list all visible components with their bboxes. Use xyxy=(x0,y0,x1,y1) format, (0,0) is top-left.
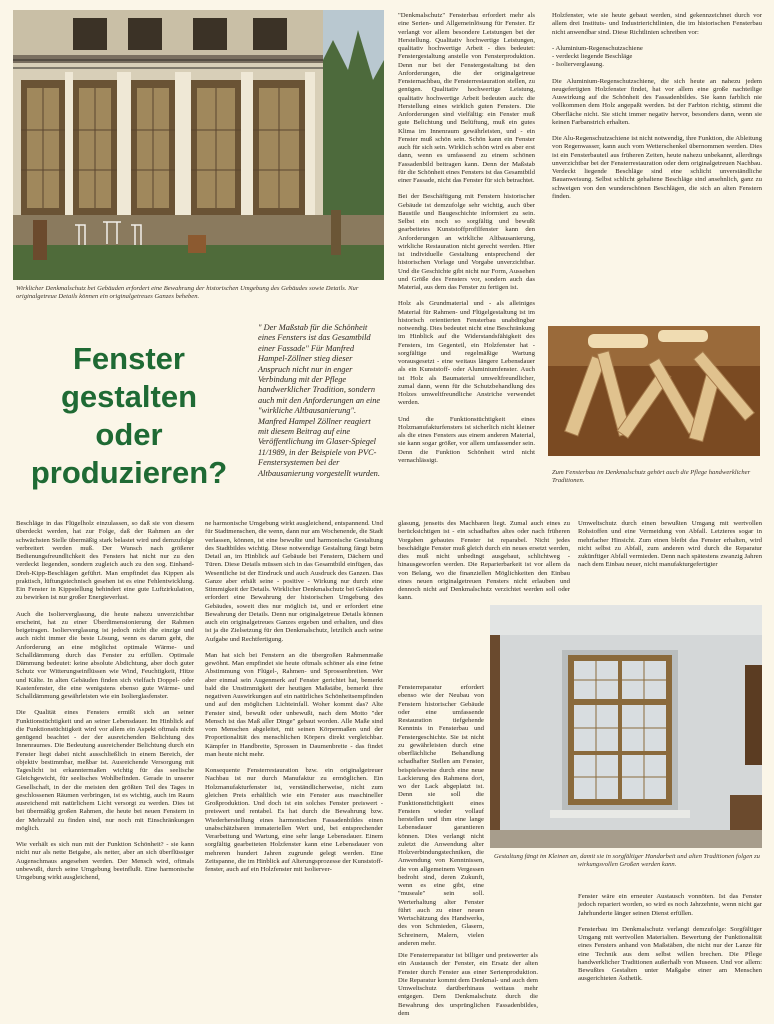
bottom-column-1 xyxy=(16,520,194,1018)
bottom-column-3-narrow xyxy=(398,684,484,946)
paragraph: Holz als Grundmaterial und - als alleiniges Material für Rahmen- und Flügelgestaltung ist im historisch orientierten Fensterbau unabdingbar notwendig. Dies bedeutet nicht eine Beschränkung im Hinblick auf die Widerstandsfähigkeit des Fensters, im Gegenteil, ein Holzfenster hat - sorgfältige und regelmäßige Wartung vorausgesetzt - eine weitaus längere Lebensdauer als ein Kunststoff- oder Aluminiumfenster. Auch ist Holz als Baumaterial umweltfreundlicher, zumal dann, wenn für die Schutzbehandlung des Holzes umweltfreundliche Anstriche verwendet werden. xyxy=(398,300,535,407)
headline-line: oder xyxy=(95,417,163,452)
paragraph: Fensterbau im Denkmalschutz verlangt demzufolge: Sorgfältiger Umgang mit wertvollen Materialien. Bewertung der Funktionalität eines Fensters anhand von Maßstäben, die nicht nur der Lanze für eine Technik aus dem selbst willen brechen. Die Pflege handwerklicher Traditionen außerhalb von Museen. Und vor allem: Bewußtes Gestalten unter Maßgabe einer am Menschen ausgerichteten Ästhetik. xyxy=(578,925,762,983)
headline-line: Fenster xyxy=(73,341,185,376)
paragraph: Die Aluminium-Regenschutzschiene, die sich heute an nahezu jedem neugefertigten Holzfenster findet, hat vor allem eine große nachteilige Auswirkung auf die Schönheit des Fassadenbildes. Sie kann farblich nie vollkommen dem Holz angepaßt werden. Ist der Farbton richtig, stimmt die Oberfläche nicht. Sie sticht immer negativ hervor, besonders dann, wenn sie keinen Farbanstrich erhalten. xyxy=(552,77,762,126)
paragraph: Fenster wäre ein erneuter Austausch vonnöten. Ist das Fenster jedoch repariert worden, so wird es noch Jahrzehnte, wenn nicht gar Jahrhunderte länger seinen Dienst erfüllen. xyxy=(578,893,762,917)
requirements-list xyxy=(552,45,762,70)
window-illustration xyxy=(490,605,762,848)
villa-caption: Wirklicher Denkmalschutz bei Gebäuden erfordert eine Bewahrung der historischen Umgebung des Gebäudes sowie Details. Nur originalgetreue Details können ein originalgetreues Ganzes beheben. xyxy=(16,285,359,301)
window-photo xyxy=(490,605,762,848)
paragraph: Fensterreparatur erfordert ebenso wie der Neubau von Fenstern historischer Gebäude oder eine umfassende Restauration tiefgehende Kenntnis in Fensterbau und Fenstergeschichte. Sie ist nicht zu gewährleisten durch eine oberflächliche Behandlung schadhafter Stellen am Fenster, beispielsweise durch eine neue Lackierung des Rahmens dort, wo der Lack abgeplatzt ist. Denn sie soll die Funktionstüchtigkeit eines Fensters wieder vollauf herstellen und ihm eine lange Lebensdauer garantieren können. Dies verlangt nicht zuletzt die Anwendung alter Holzverbindungstechniken, die Anwendung von Kenntnissen, die von allgemeinem Vergessen bedroht sind, deren Zukunft, wenn es eine gibt, eine "museale" sein soll. Werterhaltung alter Fenster führt auch zu einer neuen Wertschätzung des Handwerks, des von Schmieden, Glasern, Schreinern, Malern, vielen anderen mehr. xyxy=(398,684,484,947)
bottom-column-4-top xyxy=(578,520,762,596)
wood-illustration xyxy=(548,326,760,456)
list-item: - Aluminium-Regenschutzschiene xyxy=(552,45,762,53)
headline xyxy=(18,340,240,492)
bottom-column-2 xyxy=(205,520,383,1018)
paragraph: Die Fensterreparatur ist billiger und preiswerter als ein Austausch der Fenster, ein Ersatz der alten Fenster durch Fenster aus einer Serienproduktion. Die Reparatur kommt dem Denkmal- und auch dem Umweltschutz darüberhinaus weitaus mehr entgegen. Dem Denkmalschutz durch die Bewahrung des ursprünglichen Fassadenbildes, dem xyxy=(398,952,538,1017)
top-right-column xyxy=(552,12,762,324)
list-item: - Isolierverglasung. xyxy=(552,61,762,69)
paragraph: Wie verhält es sich nun mit der Funktion Schönheit? - sie kann nicht nur als nette Beigabe, als netter, aber an sich überflüssiger Augenschmaus angesehen werden. Der Mensch wird, oftmals unbewußt, durch seine Umgebung beeinflußt. Eine harmonische Umgebung wirkt ausgleichend, xyxy=(16,841,194,881)
paragraph: Die Qualität eines Fensters ermißt sich an seiner Funktionstüchtigkeit und an seiner Lebensdauer. Im Hinblick auf die Funktionstüchtigkeit wird vor allem ein Aspekt oftmals nicht genügend beachtet - der der ausreichenden Belichtung des Innenraumes. Die Bedeutung ausreichender Belichtung durch ein Fenster liegt dabei nicht ausschließlich in einem Bereich, der objektiv bestimmbar, meßbar ist. Ausreichende Versorgung mit Tageslicht ist erkanntermaßen wichtig für das seelische Gleichgewicht, für seelisches Wohlbefinden. Gerade in unserer Gesellschaft, in der die meisten den größten Teil des Tages in geschlossenen Räumen verbringen, ist es wichtig, auch im Raum ausreichend mit natürlichem Licht versorgt zu werden. Dies ist bei übermäßig großen Rahmen, die heute bei neuen Fenstern in der Mehrzahl zu finden sind, nur noch mit Einschränkungen möglich. xyxy=(16,709,194,832)
paragraph: Konsequente Fensterrestauration bzw. ein originalgetreuer Nachbau ist nur durch Manufaktur zu ermöglichen. Ein Holzmanufakturfenster ist, verständlicherweise, nicht zum gleichen Preis erhältlich wie ein Fenster aus maschineller Großproduktion. Und doch ist ein solches Fenster preiswert - preiswert und rentabel. Es hat durch die Bewahrung bzw. Wiederherstellung eines harmonischen Fassadenbildes einen unabschätzbaren immateriellen Wert und, bei entsprechender Verarbeitung und Wartung, eine sehr lange Lebensdauer. Einem sorgfältig gearbeiteten Holzfenster kann eine Lebensdauer von mehreren hundert Jahren zugrunde gelegt werden. Eine Zeitspanne, die im Hinblick auf Alterungsprozesse der Kunststoff-fenster, auch auf ein Holzfenster mit Isolierver- xyxy=(205,767,383,873)
villa-illustration xyxy=(13,10,384,280)
paragraph: ne harmonische Umgebung wirkt ausgleichend, entspannend. Und für Stadtmenschen, die wenn, dann nur am Wochenende, die Stadt verlassen, können, ist eine bewußte und harmonische Gestaltung des Stadtbildes wichtig. Diese notwendige Gestaltung fängt beim Detail an, im Hinblick auf Gebäude bei Fenstern, Dächern und Türen. Diese Details müssen sich in das Gesamtbild einfügen, das Wesentliche ist der Eindruck und auch Ausdruck des Ganzen. Das Ganze aber erhält seine - positive - Wirkung nur durch eine Stimmigkeit der Details. Wirklicher Denkmalschutz bei Gebäuden erfordert eine Bewahrung der historischen Umgebung des Gebäudes, soweit dies nur möglich ist, und er erfordert eine Bewahrung der Details. Denn nur originalgetreue Details können auch ein originalgetreues Ganzes ergeben und erhalten, und dies ist ja die Zielsetzung für den Denkmalschutz, letztlich auch seine Aufgabe und Rechtfertigung. xyxy=(205,520,383,643)
paragraph: "Denkmalschutz" Fensterbau erfordert mehr als eine Serien- und Allgemeinlösung für Fenster. Er verlangt vor allem besondere Leistungen bei der Herstellung. Qualitativ hochwertige Leistungen, qualitativ hochwertige Arbeit - dies bedeutet: Fenstergestaltung anstelle von Fensterproduktion. Denn nur bei der Fenstergestaltung ist den Anforderungen, die der originalgetreue Fensternachbau, die Fensterrestauration stellen, zu genügen. Qualitativ hochwertige Leistung, qualitativ hochwertige Arbeit bedeuten auch: die Herstellung eines wirklich guten Fensters. Die Anforderungen sind vielfältig: ein Fenster muß gute Belichtung und Belüftung, muß ein gutes Klima im Innenraum gewährleisten, und - ein Fenster muß schön sein. Schön kann ein Fenster auch für sich sein. Wirklich schön wird es aber erst dann, wenn es umfassend zu einem schönen Fassadenbild beitragen kann. Denn der Maßstab für die Schönheit eines Fensters ist das Gesamtbild einer Fassade, nicht das Fenster für sich betrachtet. xyxy=(398,12,535,184)
paragraph: Bei der Beschäftigung mit Fenstern historischer Gebäude ist demzufolge sehr wichtig, auch über Baustile und Baugeschichte informiert zu sein. Selbst ein noch so sorgfältig und bewußt gearbeitetes Kunststoffprofilfenster kann den Anforderungen an wirkliche Altbausanierung, wirkliche Restauration nicht gerecht werden. Hier ist individuelle Gestaltung entsprechend der historischen Vorlage und Vorgabe unverzichtbar. Und die Geschichte gibt nicht nur Form, Aussehen und Größe des Fensters vor, sondern auch das Material, aus dem das Fenster zu fertigen ist. xyxy=(398,193,535,291)
wood-caption: Zum Fensterbau im Denkmalschutz gehört auch die Pflege handwerklicher Traditionen. xyxy=(552,469,751,485)
list-item: - verdeckt liegende Beschläge xyxy=(552,53,762,61)
headline-line: gestalten xyxy=(60,379,198,414)
window-caption: Gestaltung fängt im Kleinen an, damit sie in sorgfältiger Handarbeit und alten Traditionen folgen zu wirkungsvollen Großen werden kann. xyxy=(494,853,760,869)
bottom-column-3-last xyxy=(398,952,538,1020)
paragraph: Die Alu-Regenschutzschiene ist nicht notwendig, ihre Funktion, die Ableitung von Regenwasser, kann auch vom Wetterschenkel übernommen werden. Dies ist ein Fensterbauteil aus früheren Zeiten, heute nahezu unbekannt, allerdings unverzichtbar bei der Fensterrestauration oder dem originalgetreuen Nachbau. Verdeckt liegende Beschläge sind eine schlicht unverständliche Bauanweisung. Selbst schlicht gehaltene Beschläge sind ansehnlich, ganz zu schweigen von den wunderschönen Beschlägen, die sich an alten Fenstern finden. xyxy=(552,135,762,200)
villa-photo xyxy=(13,10,384,280)
paragraph: Auch die Isolierverglasung, die heute nahezu unverzichtbar erscheint, hat zu einer Überdimensionierung der Rahmen beigetragen. Isolierverglasung ist jedoch nicht die einzige und auch nicht immer die beste Lösung, wenn es darum geht, die Anforderung an eine möglichst optimale Wärme- und Schalldämmung durch das Fenster zu erfüllen. Optimale Dämmung bedeutet: keine absolute Abdichtung, aber doch guter Schutz vor Witterungseinflüssen wie Wind, Feuchtigkeit, Hitze und Kälte. In alten Gebäuden finden sich vielfach Doppel- oder Kastenfenster, die eine wenigstens ebenso gute Wärme- und Schalldämmung gewährleisten wie ein Isolierglasfenster. xyxy=(16,610,194,700)
paragraph: glasung, jenseits des Machbaren liegt. Zumal auch eines zu berücksichtigen ist - ein schadhaftes altes oder nach früheren Vorgaben gebautes Fenster ist reparabel. Nicht jedes beschädigte Fenster muß gleich durch ein neues ersetzt werden, dies muß nicht unbedingt ausgebaut, schlichtweg - hinausgeworfen werden. Die Reparierbarkeit ist vor allem da von Belang, wo die finanziellen Möglichkeiten den Einbau eines neuen originalgetreuen Fensters nicht erlauben und dennoch nicht auf Denkmalschutz verzichtet werden soll oder kann. xyxy=(398,520,570,602)
paragraph: Umweltschutz durch einen bewußten Umgang mit wertvollen Rohstoffen und eine Vermeidung von Abfall. Letzteres sogar in mehrfacher Hinsicht. Zum einen bleibt das Fenster erhalten, wird nicht selbst zu Abfall, zum anderen wird durch die Reparatur zukünftiger Abfall vermieden. Denn nach spätestens zwanzig Jahren nach dem Einbau neuer, nicht manufakturgefertigter xyxy=(578,520,762,569)
pull-quote: " Der Maßstab für die Schönheit eines Fensters ist das Gesamtbild einer Fassade" Für Manfred Hampel-Zöllner stieg dieser Anspruch nicht nur in enger Verbindung mit der Pflege handwerklicher Tradition, sondern auch mit den Anforderungen an eine "wirkliche Altbausanierung". Manfred Hampel Zöllner reagiert mit diesem Beitrag auf eine Veröffentlichung im Glaser-Spiegel 11/1989, in der Beispiele von PVC-Fenstersystemen bei der Altbausanierung vorgestellt wurden. xyxy=(258,323,381,478)
bottom-column-4-bottom xyxy=(578,893,762,1020)
top-middle-column xyxy=(398,12,535,464)
headline-line: produzieren? xyxy=(30,455,228,490)
paragraph: Holzfenster, wie sie heute gebaut werden, sind gekennzeichnet durch vor allem drei Instituts- und Industrierichtlinien, die im historischen Fensterbau nicht anwendbar sind. Diese Richtlinien schreiben vor: xyxy=(552,12,762,36)
paragraph: Man hat sich bei Fenstern an die übergroßen Rahmenmaße gewöhnt. Man empfindet sie heute oftmals schöner als eine feine Abstimmung von Flügel-, Rahmen- und Sprossenbreiten. Wer aber einmal sein Augenmerk auf Fenster gerichtet hat, bemerkt bald die Unstimmigkeit der heutigen Maßstäbe, bemerkt ihre negativen Auswirkungen auf ein natürliches Schönheitsempfinden und auf den möglichen Lichteinfall. Woher kommt das? Alte Fenster sind, bewußt oder unbewußt, nach dem Motto "der Mensch ist das Maß aller Dinge" gebaut worden. Alle Maße sind vom Menschen abgeleitet, mit seinen Körpermaßen und der Proportionalität des menschlichen Körpers direkt vergleichbar. Kämpfer in Handbreite, Sprossen in Daumenbreite - das findet man heute nicht mehr. xyxy=(205,651,383,758)
wood-photo xyxy=(548,326,760,456)
paragraph: Und die Funktionstüchtigkeit eines Holzmanufakturfensters ist sicherlich nicht kleiner als die eines Fensters aus einem anderen Material, sie kann sogar größer, vor allem umfassender sein. Denn die Funktion Schönheit wird nicht vernachlässigt. xyxy=(398,415,535,464)
paragraph: Beschläge in das Flügelholz einzulassen, so daß sie von diesem überdeckt werden, hat zur Folge, daß der Rahmen an der schwächsten Stelle übermäßig stark belastet wird und demzufolge verbreitert werden muß. Der Wunsch nach größerer Bedienungsfreundlichkeit des Fensters hat nicht nur zu den verdeckt liegenden, sondern zugleich auch zu den sog. Einhand-Dreh-Kipp-Beschlägen geführt. Man empfindet das Kippen als praktisch, lüftungstechnisch gesehen ist es eine Fehlentwicklung. Ein Fenster in Kippstellung behindert eine gute Luftzirkulation, zu bewirken ist nur großer Energieverlust. xyxy=(16,520,194,602)
